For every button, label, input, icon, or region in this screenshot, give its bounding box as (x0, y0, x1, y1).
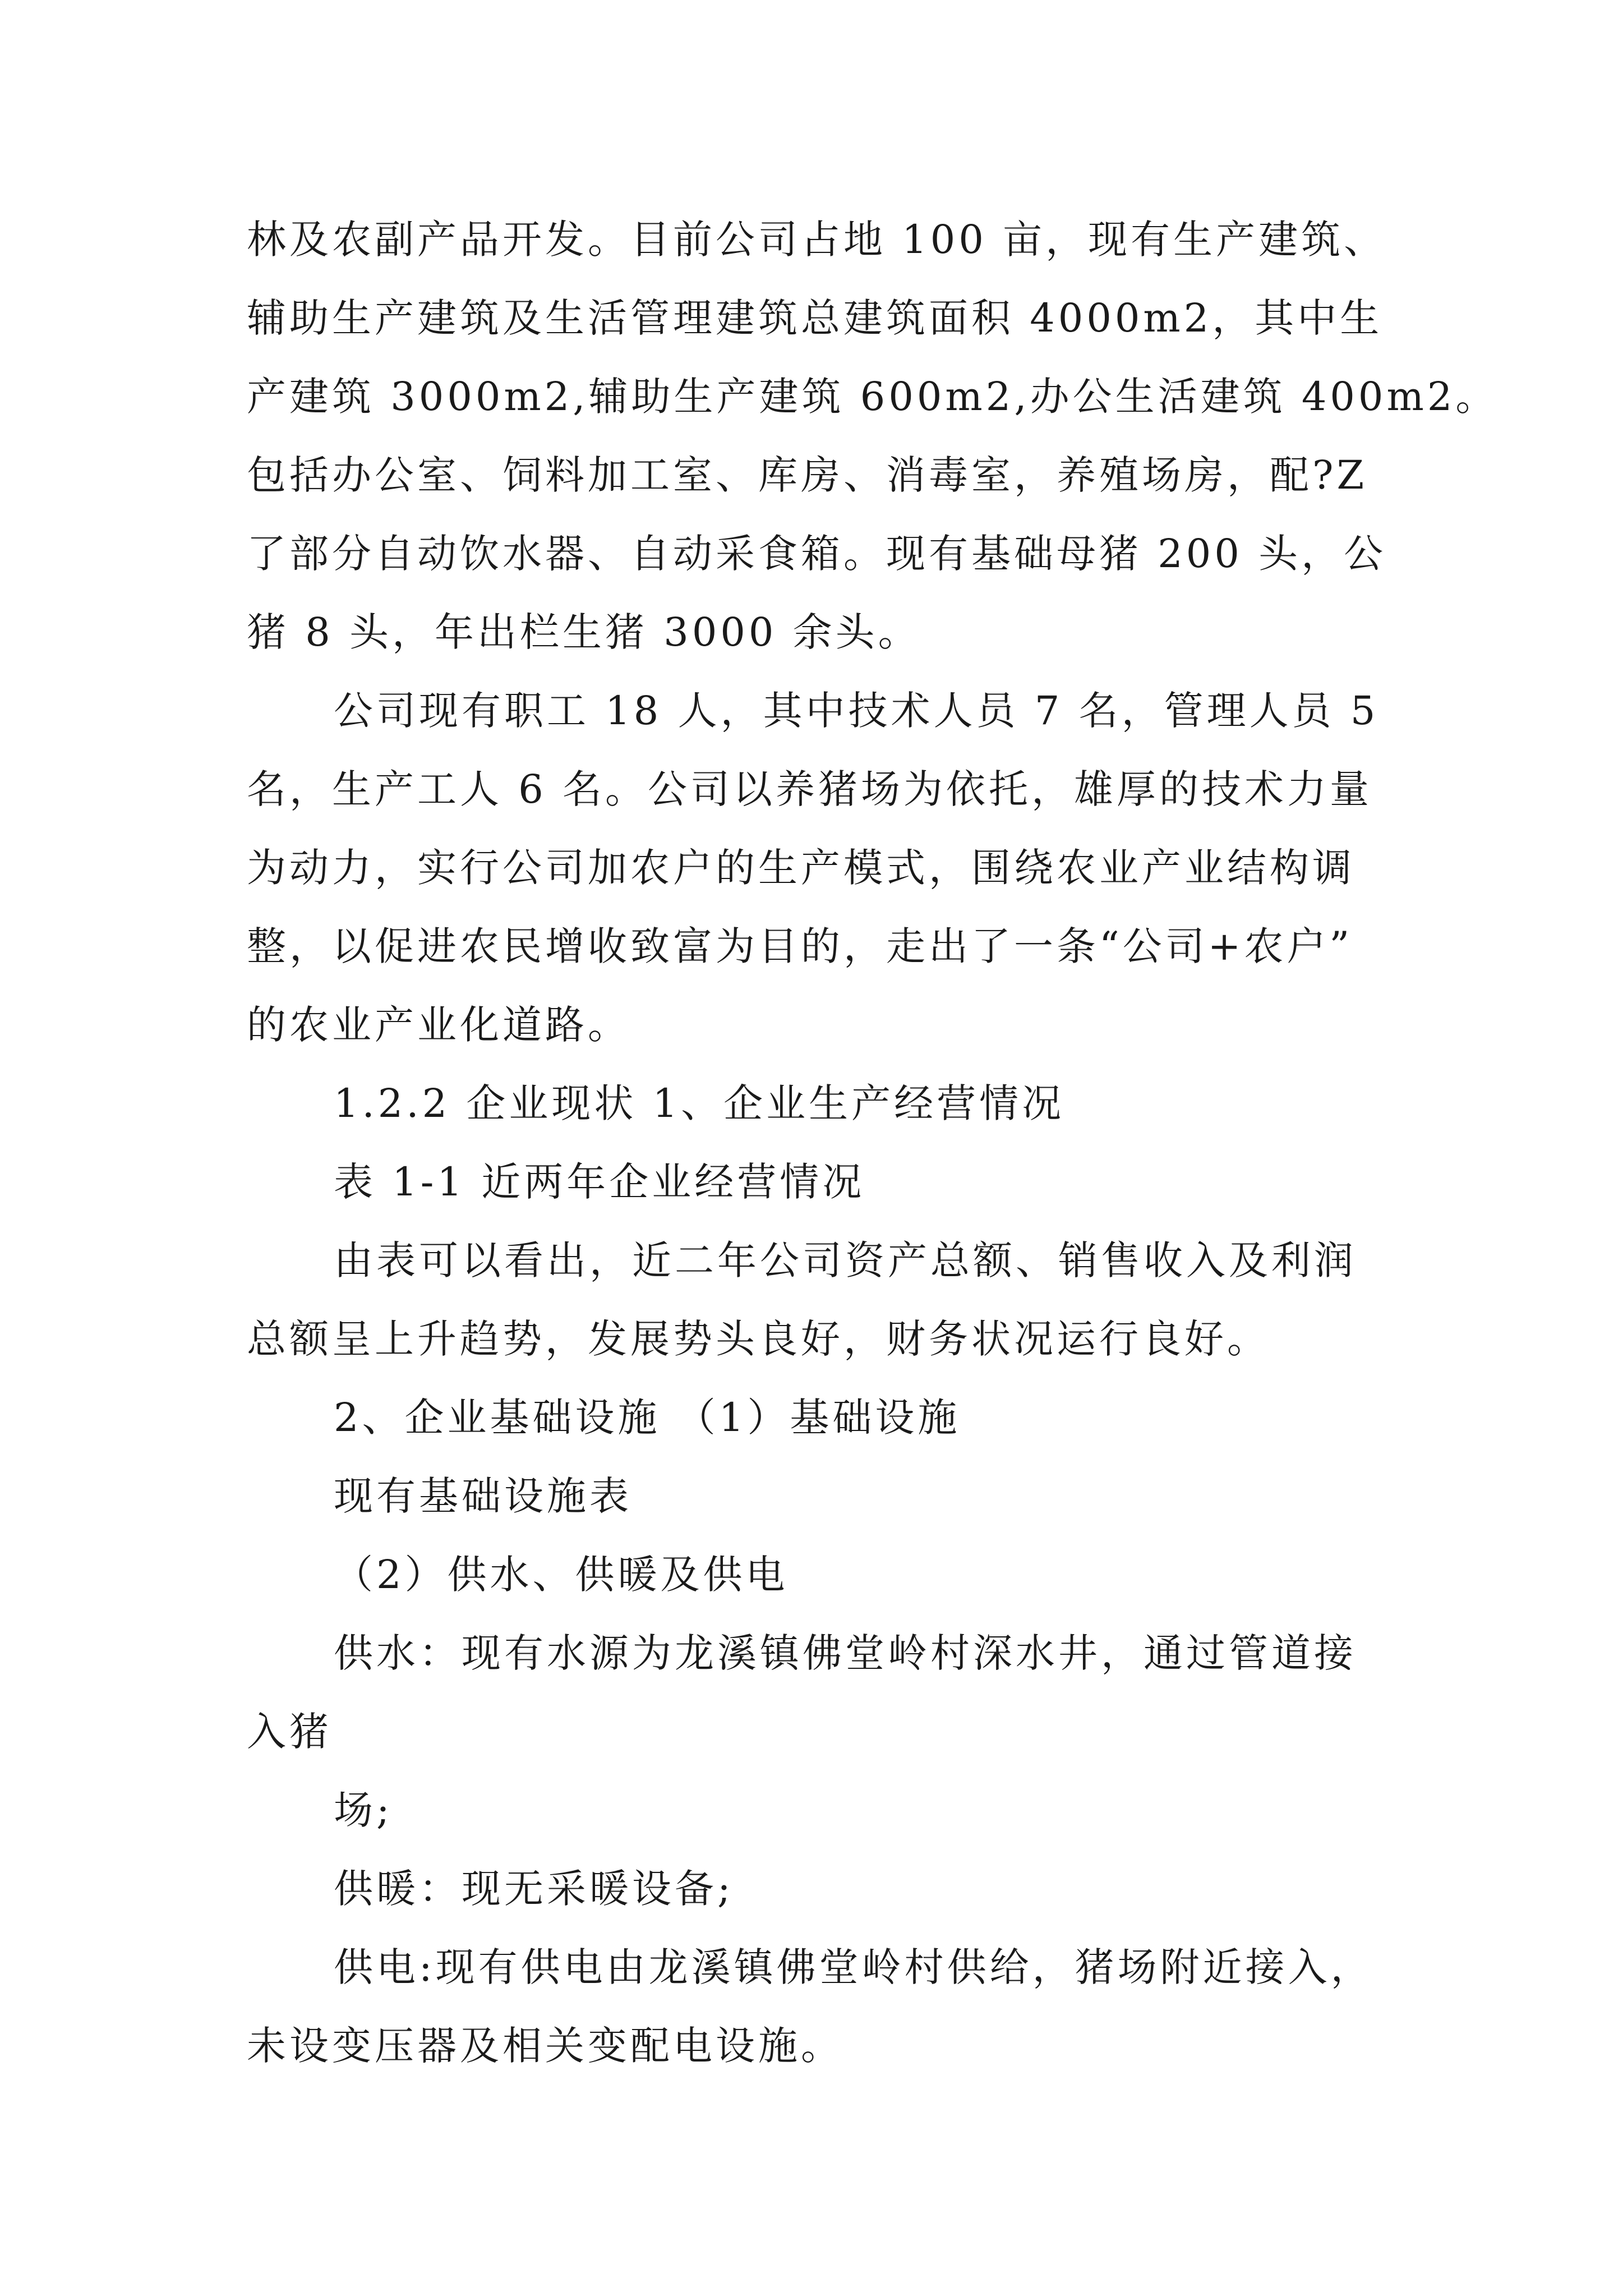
paragraph-line: 供水：现有水源为龙溪镇佛堂岭村深水井，通过管道接 (334, 1630, 1357, 1676)
paragraph-line: 为动力，实行公司加农户的生产模式，围绕农业产业结构调 (247, 845, 1355, 891)
section-heading: （2）供水、供暖及供电 (334, 1552, 789, 1598)
paragraph-line: 整，以促进农民增收致富为目的，走出了一条“公司+农户” (247, 923, 1353, 969)
section-heading: 2、企业基础设施 （1）基础设施 (334, 1395, 961, 1441)
paragraph-line: 猪 8 头，年出栏生猪 3000 余头。 (247, 609, 921, 655)
table-caption: 现有基础设施表 (334, 1473, 632, 1519)
paragraph-line: 由表可以看出，近二年公司资产总额、销售收入及利润 (334, 1237, 1357, 1283)
section-heading: 1.2.2 企业现状 1、企业生产经营情况 (334, 1080, 1065, 1126)
paragraph-line: 总额呈上升趋势，发展势头良好，财务状况运行良好。 (247, 1316, 1270, 1362)
paragraph-line: 了部分自动饮水器、自动采食箱。现有基础母猪 200 头，公 (247, 531, 1387, 577)
paragraph-line: 名，生产工人 6 名。公司以养猪场为依托，雄厚的技术力量 (247, 766, 1373, 812)
paragraph-line: 供暖：现无采暖设备; (334, 1866, 734, 1912)
paragraph-line: 公司现有职工 18 人，其中技术人员 7 名，管理人员 5 (334, 688, 1379, 734)
paragraph-line: 辅助生产建筑及生活管理建筑总建筑面积 4000m2，其中生 (247, 295, 1383, 341)
paragraph-line: 未设变压器及相关变配电设施。 (247, 2023, 843, 2069)
paragraph-line: 包括办公室、饲料加工室、库房、消毒室，养殖场房，配?Z (247, 452, 1368, 498)
paragraph-line: 产建筑 3000m2,辅助生产建筑 600m2,办公生活建筑 400m2。 (247, 374, 1498, 420)
paragraph-line: 供电:现有供电由龙溪镇佛堂岭村供给，猪场附近接入， (334, 1944, 1373, 1990)
paragraph-line: 林及农副产品开发。目前公司占地 100 亩，现有生产建筑、 (247, 217, 1387, 263)
paragraph-line: 的农业产业化道路。 (247, 1002, 630, 1048)
table-caption: 表 1-1 近两年企业经营情况 (334, 1159, 865, 1205)
paragraph-line: 入猪 (247, 1709, 332, 1755)
paragraph-line: 场; (334, 1787, 393, 1833)
